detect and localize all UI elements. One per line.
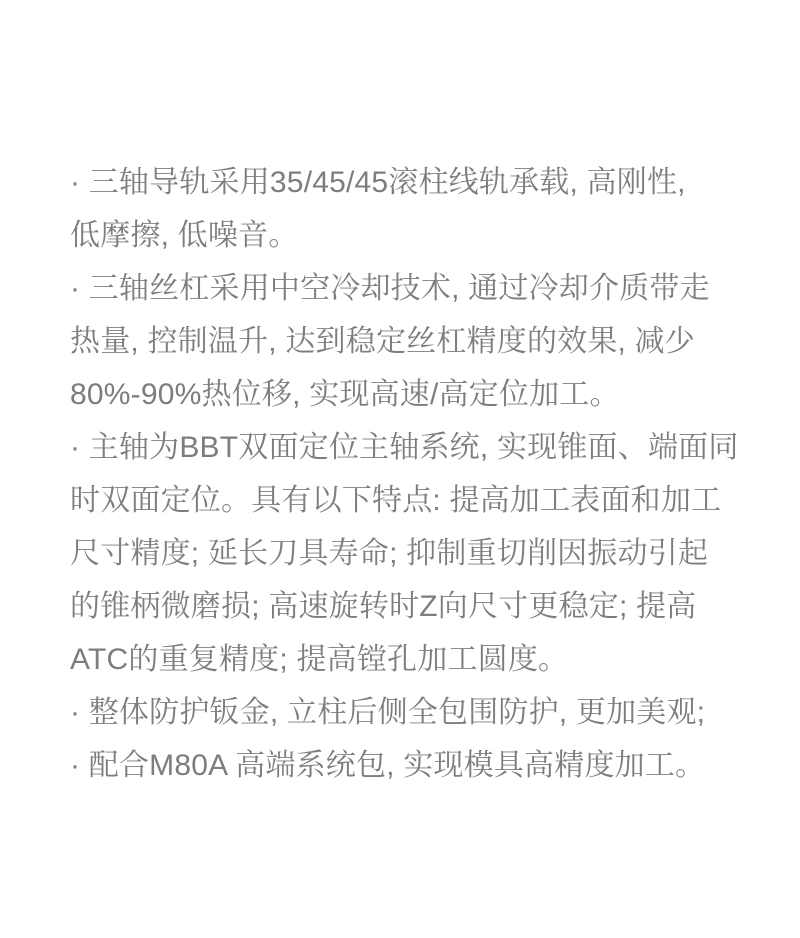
feature-line: · 整体防护钣金, 立柱后侧全包围防护, 更加美观; [70,696,706,729]
feature-line: 80%-90%热位移, 实现高速/高定位加工。 [70,378,620,411]
feature-line: 尺寸精度; 延长刀具寿命; 抑制重切削因振动引起 [70,537,709,570]
feature-bullet-guideways [70,156,750,262]
feature-line: 热量, 控制温升, 达到稳定丝杠精度的效果, 减少 [70,325,696,358]
feature-line: 时双面定位。具有以下特点: 提高加工表面和加工 [70,484,722,517]
feature-line: · 主轴为BBT双面定位主轴系统, 实现锥面、端面同 [70,431,739,464]
product-feature-text [70,156,750,792]
feature-bullet-spindle-bbt [70,421,750,686]
feature-bullet-m80a-system [70,739,750,792]
feature-line: ATC的重复精度; 提高镗孔加工圆度。 [70,643,569,676]
feature-line: · 三轴导轨采用35/45/45滚柱线轨承载, 高刚性, [70,166,686,199]
feature-line: 低摩擦, 低噪音。 [70,219,299,252]
feature-bullet-ballscrew-cooling [70,262,750,421]
feature-line: · 三轴丝杠采用中空冷却技术, 通过冷却介质带走 [70,272,710,305]
feature-line: · 配合M80A 高端系统包, 实现模具高精度加工。 [70,749,706,782]
feature-bullet-sheet-metal-guard [70,686,750,739]
feature-line: 的锥柄微磨损; 高速旋转时Z向尺寸更稳定; 提高 [70,590,697,623]
